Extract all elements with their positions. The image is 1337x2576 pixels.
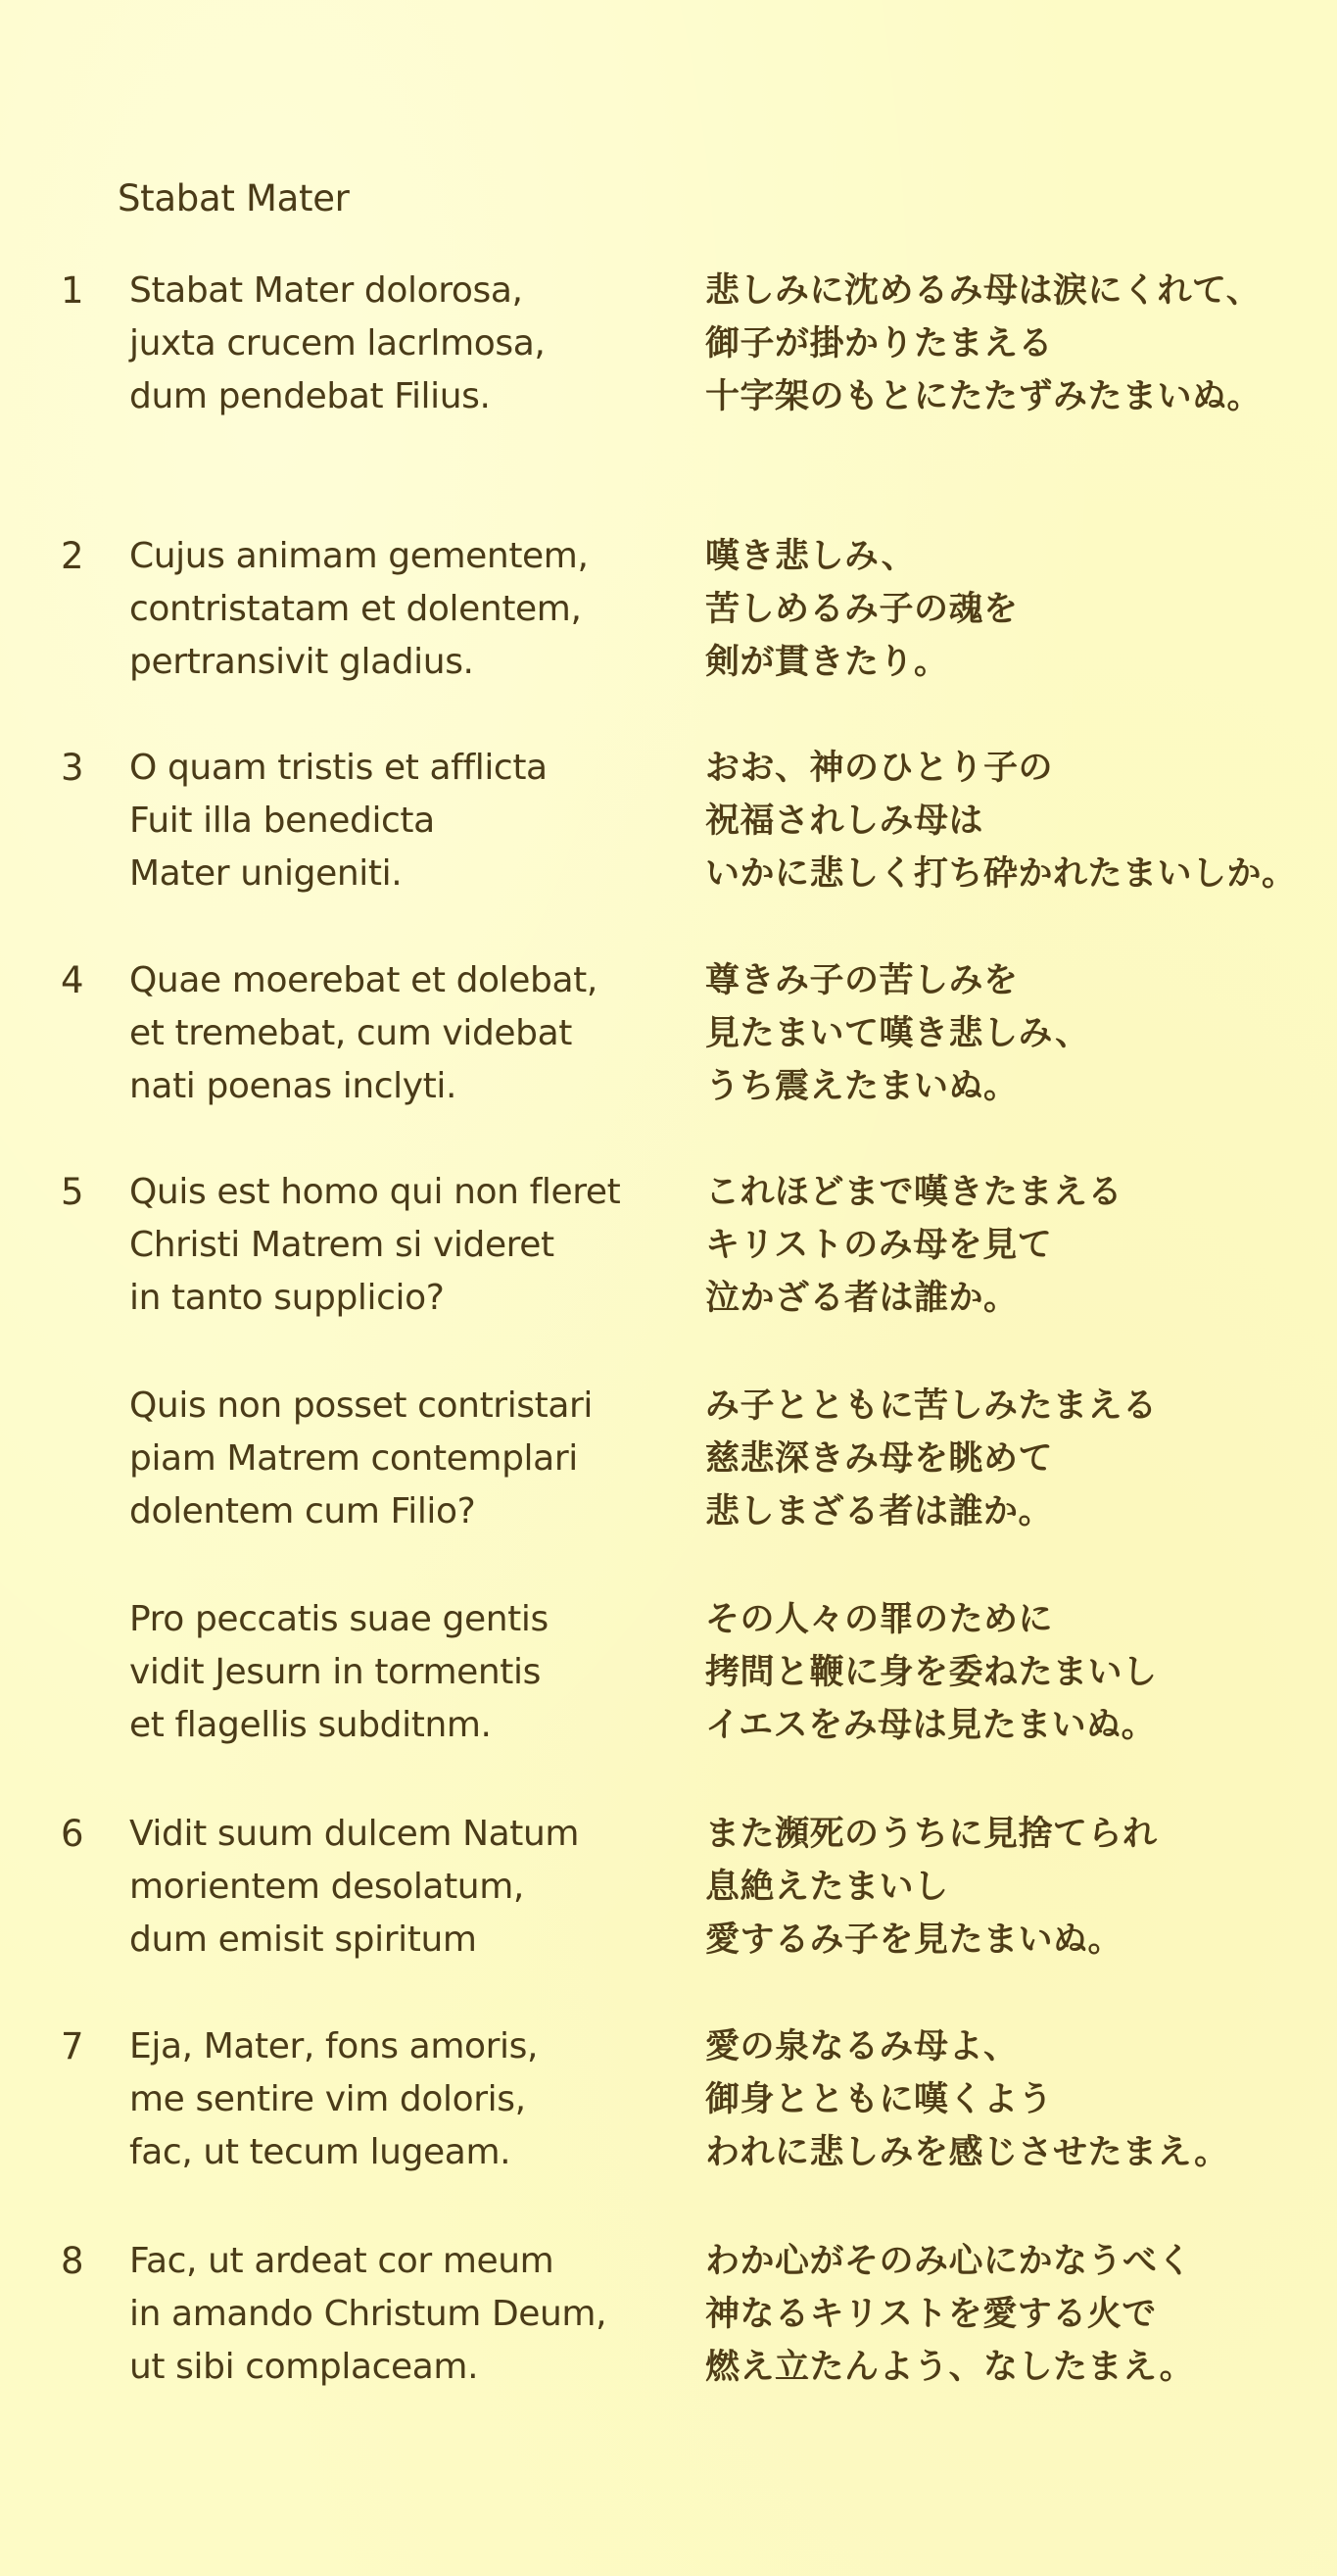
japanese-line: 十字架のもとにたたずみたまいぬ。	[705, 377, 1263, 416]
japanese-line: 嘆き悲しみ、	[705, 537, 917, 576]
japanese-line: 苦しめるみ子の魂を	[705, 590, 1019, 629]
latin-line: Cujus animam gementem,	[129, 536, 589, 576]
latin-line: ut sibi complaceam.	[129, 2347, 479, 2387]
stanza-number: 5	[61, 1171, 84, 1213]
japanese-line: また瀕死のうちに見捨てられ	[705, 1815, 1158, 1854]
japanese-text	[705, 1380, 1332, 1538]
japanese-text	[705, 1593, 1332, 1752]
latin-line: morientem desolatum,	[129, 1867, 524, 1907]
stanza-7	[0, 2020, 1337, 2179]
latin-line: Stabat Mater dolorosa,	[129, 270, 523, 311]
stanza-number: 8	[61, 2240, 84, 2282]
latin-line: Christi Matrem si videret	[129, 1225, 554, 1265]
latin-line: piam Matrem contemplari	[129, 1438, 578, 1479]
latin-text	[129, 1166, 678, 1325]
stanza-number: 7	[61, 2025, 84, 2067]
japanese-line: いかに悲しく打ち砕かれたまいしか。	[705, 854, 1297, 894]
stanza-3	[0, 742, 1337, 900]
latin-line: Quae moerebat et dolebat,	[129, 960, 597, 1000]
latin-line: dum emisit spiritum	[129, 1920, 477, 1960]
stanza-number: 3	[61, 747, 84, 789]
japanese-text	[705, 2235, 1332, 2394]
japanese-text	[705, 2020, 1332, 2179]
stanza-2	[0, 530, 1337, 689]
japanese-line: 悲しみに沈めるみ母は涙にくれて、	[705, 271, 1262, 311]
stanza-number: 4	[61, 959, 84, 1001]
latin-line: Quis non posset contristari	[129, 1385, 594, 1426]
japanese-line: 尊きみ子の苦しみを	[705, 961, 1019, 1000]
stanza-5	[0, 1166, 1337, 1325]
stanza-6	[0, 1808, 1337, 1967]
latin-line: dolentem cum Filio?	[129, 1491, 476, 1531]
japanese-line: み子とともに苦しみたまえる	[705, 1386, 1158, 1426]
japanese-line: 泣かざる者は誰か。	[705, 1279, 1019, 1318]
latin-line: O quam tristis et afflicta	[129, 748, 548, 788]
japanese-line: その人々の罪のために	[705, 1600, 1054, 1639]
latin-line: Eja, Mater, fons amoris,	[129, 2026, 539, 2066]
latin-text	[129, 954, 678, 1113]
latin-line: Quis est homo qui non fleret	[129, 1172, 621, 1212]
latin-text	[129, 742, 678, 900]
japanese-line: 悲しまざる者は誰か。	[705, 1492, 1054, 1531]
latin-text	[129, 530, 678, 689]
latin-line: fac, ut tecum lugeam.	[129, 2132, 511, 2172]
stanza-5b	[0, 1380, 1337, 1538]
japanese-line: われに悲しみを感じさせたまえ。	[705, 2133, 1229, 2172]
stanza-8	[0, 2235, 1337, 2394]
latin-line: Pro peccatis suae gentis	[129, 1599, 549, 1639]
latin-line: Mater unigeniti.	[129, 853, 403, 894]
japanese-text	[705, 742, 1332, 900]
japanese-line: 慈悲深きみ母を眺めて	[705, 1439, 1054, 1479]
japanese-line: 拷問と鞭に身を委ねたまいし	[705, 1653, 1158, 1692]
latin-line: nati poenas inclyti.	[129, 1066, 457, 1106]
stanza-number: 6	[61, 1813, 84, 1855]
japanese-line: 燃え立たんよう、なしたまえ。	[705, 2348, 1195, 2387]
latin-line: et flagellis subditnm.	[129, 1705, 492, 1745]
latin-text	[129, 1380, 678, 1538]
latin-line: pertransivit gladius.	[129, 642, 474, 682]
latin-text	[129, 1593, 678, 1752]
japanese-line: おお、神のひとり子の	[705, 749, 1054, 788]
japanese-line: 見たまいて嘆き悲しみ、	[705, 1014, 1090, 1053]
document-title: Stabat Mater	[118, 177, 350, 219]
japanese-line: 御身とともに嘆くよう	[705, 2080, 1054, 2119]
japanese-line: わか心がそのみ心にかなうべく	[705, 2242, 1193, 2281]
japanese-text	[705, 954, 1332, 1113]
japanese-line: 愛の泉なるみ母よ、	[705, 2027, 1019, 2066]
japanese-text	[705, 1808, 1332, 1967]
latin-line: me sentire vim doloris,	[129, 2079, 526, 2119]
japanese-text	[705, 530, 1332, 689]
stanza-1	[0, 265, 1337, 423]
latin-line: contristatam et dolentem,	[129, 589, 582, 629]
stanza-number: 1	[61, 269, 84, 312]
latin-line: Fac, ut ardeat cor meum	[129, 2241, 554, 2281]
japanese-line: 御子が掛かりたまえる	[705, 324, 1054, 364]
latin-text	[129, 1808, 678, 1967]
latin-line: Vidit suum dulcem Natum	[129, 1814, 580, 1854]
japanese-line: イエスをみ母は見たまいぬ。	[705, 1706, 1157, 1745]
latin-text	[129, 265, 678, 423]
japanese-line: 剣が貫きたり。	[705, 643, 949, 682]
latin-line: juxta crucem lacrlmosa,	[129, 323, 546, 364]
japanese-line: 愛するみ子を見たまいぬ。	[705, 1920, 1123, 1960]
japanese-text	[705, 265, 1332, 423]
latin-text	[129, 2020, 678, 2179]
latin-text	[129, 2235, 678, 2394]
latin-line: in amando Christum Deum,	[129, 2294, 607, 2334]
latin-line: vidit Jesurn in tormentis	[129, 1652, 541, 1692]
latin-line: et tremebat, cum videbat	[129, 1013, 572, 1053]
japanese-line: キリストのみ母を見て	[705, 1226, 1053, 1265]
stanza-4	[0, 954, 1337, 1113]
japanese-line: 息絶えたまいし	[705, 1868, 949, 1907]
latin-line: in tanto supplicio?	[129, 1278, 445, 1318]
latin-line: dum pendebat Filius.	[129, 376, 491, 416]
japanese-line: これほどまで嘆きたまえる	[705, 1173, 1123, 1212]
stanza-5c	[0, 1593, 1337, 1752]
stanza-number: 2	[61, 535, 84, 577]
japanese-line: うち震えたまいぬ。	[705, 1067, 1019, 1106]
japanese-line: 祝福されしみ母は	[705, 802, 984, 841]
japanese-line: 神なるキリストを愛する火で	[705, 2295, 1157, 2334]
latin-line: Fuit illa benedicta	[129, 801, 435, 841]
japanese-text	[705, 1166, 1332, 1325]
